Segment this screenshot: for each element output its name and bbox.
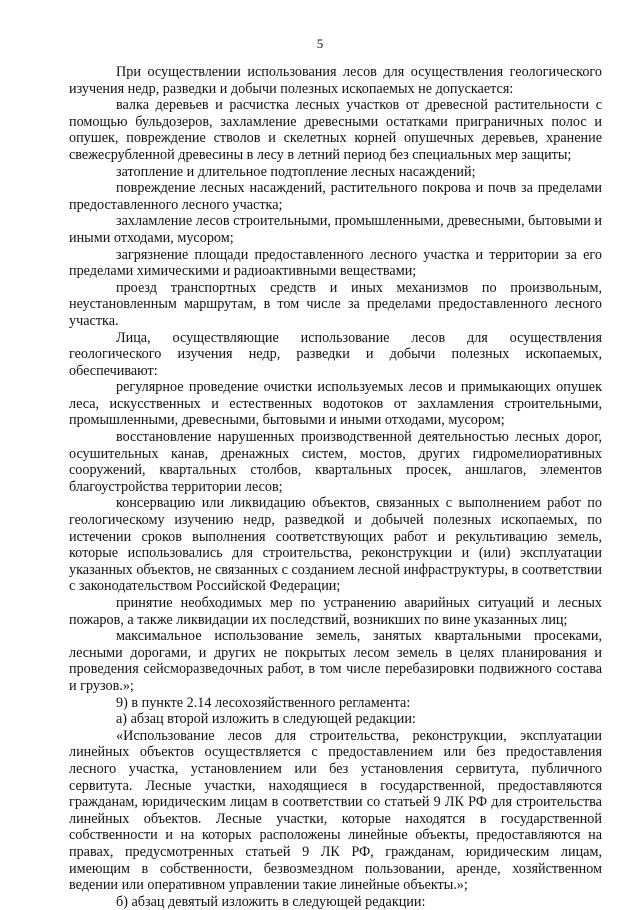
paragraph-vehicle-passage: проезд транспортных средств и иных механизмов по произвольным, неустановленным маршрутам, в том числе за пределами предоставленного лесного участка. xyxy=(69,279,602,329)
paragraph-littering: захламление лесов строительными, промышленными, древесными, бытовыми и иными отходами, мусором; xyxy=(69,213,602,246)
paragraph-cleaning: регулярное проведение очистки используемых лесов и примыкающих опушек леса, искусственных и естественных водотоков от захламления строительными, промышленными, древесными, бытовыми и иными отходами, мусором; xyxy=(69,379,602,429)
paragraph-obligations-intro: Лица, осуществляющие использование лесов для осуществления геологического изучения недр, разведки и добычи полезных ископаемых, обеспечивают: xyxy=(69,329,602,379)
paragraph-linear-objects: «Использование лесов для строительства, реконструкции, эксплуатации линейных объектов осуществляется с предоставлением или без предоставления лесного участка, установлением или без установления сервитута, публичного сервитута. Лесные участки, находящиеся в государственной, предоставляются гражданам, юридическим лицам в соответствии со статьей 9 ЛК РФ для строительства линейных объектов. Лесные участки, которые находятся в государственной собственности и на которых расположены линейные объекты, предоставляются на правах, предусмотренных статьей 9 ЛК РФ, гражданам, юридическим лицам, имеющим в собственности, безвозмездном пользовании, аренде, хозяйственном ведении или оперативном управлении такие линейные объекты.»; xyxy=(69,727,602,894)
paragraph-emergency-measures: принятие необходимых мер по устранению аварийных ситуаций и лесных пожаров, а также ликвидации их последствий, возникших по вине указанных лиц; xyxy=(69,595,602,628)
paragraph-tree-felling: валка деревьев и расчистка лесных участков от древесной растительности с помощью бульдозеров, захламление древесными остатками приграничных полос и опушек, повреждение стволов и скелетных корней опушечных деревьев, хранение свежесрубленной древесины в лесу в летний период без специальных мер защиты; xyxy=(69,97,602,163)
paragraph-item-9: 9) в пункте 2.14 лесохозяйственного регламента: xyxy=(116,694,411,711)
paragraph-damage-outside-plot: повреждение лесных насаждений, растительного покрова и почв за пределами предоставленного лесного участка; xyxy=(69,180,602,213)
paragraph-subitem-b: б) абзац девятый изложить в следующей редакции: xyxy=(116,893,426,910)
paragraph-flooding: затопление и длительное подтопление лесных насаждений; xyxy=(116,163,476,180)
paragraph-restoration: восстановление нарушенных производственной деятельностью лесных дорог, осушительных канав, дренажных систем, мостов, других гидромелиоративных сооружений, квартальных столбов, квартальных просек, аншлагов, элементов благоустройства территории лесов; xyxy=(69,429,602,495)
document-body xyxy=(69,64,602,910)
page-number: 5 xyxy=(316,36,324,51)
paragraph-conservation: консервацию или ликвидацию объектов, связанных с выполнением работ по геологическому изучению недр, разведкой и добычей полезных ископаемых, по истечении сроков выполнения соответствующих работ и рекультивацию земель, которые использовались для строительства, реконструкции и (или) эксплуатации указанных объектов, не связанных с созданием лесной инфраструктуры, в соответствии с законодательством Российской Федерации; xyxy=(69,495,602,595)
paragraph-subitem-a: а) абзац второй изложить в следующей редакции: xyxy=(116,711,416,728)
paragraph-land-use: максимальное использование земель, занятых квартальными просеками, лесными дорогами, и других не покрытых лесом земель в целях планирования и проведения сейсморазведочных работ, в том числе перебазировки подвижного состава и грузов.»; xyxy=(69,628,602,694)
paragraph-geology-prohibitions-intro: При осуществлении использования лесов для осуществления геологического изучения недр, разведки и добычи полезных ископаемых не допускается: xyxy=(69,64,602,97)
paragraph-pollution: загрязнение площади предоставленного лесного участка и территории за его пределами химическими и радиоактивными веществами; xyxy=(69,246,602,280)
